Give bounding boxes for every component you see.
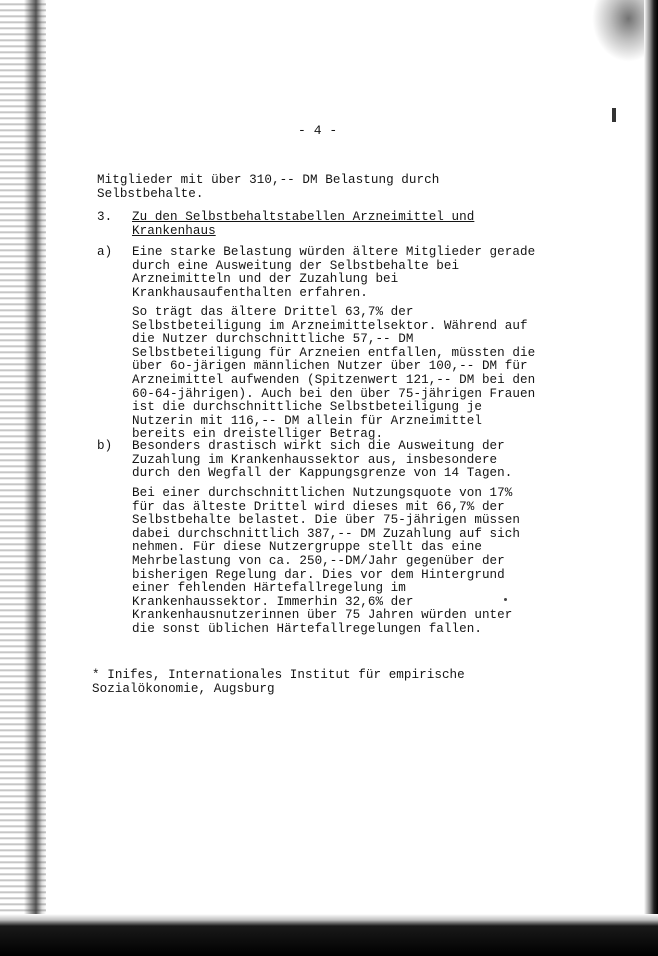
page-number: - 4 - xyxy=(298,123,338,138)
item-b-label: b) xyxy=(97,439,113,453)
item-b-paragraph-1: Besonders drastisch wirkt sich die Ausweitung der Zuzahlung im Krankenhaussektor aus, insbesondere durch den Wegfall der Kappungsgrenze von 14 Tagen. xyxy=(132,439,513,481)
scan-corner-smudge xyxy=(592,0,644,62)
scan-left-edge xyxy=(0,0,46,956)
intro-paragraph: Mitglieder mit über 310,-- DM Belastung durch Selbstbehalte. xyxy=(97,173,440,201)
scan-right-edge xyxy=(644,0,658,956)
footnote: * Inifes, Internationales Institut für empirische Sozialökonomie, Augsburg xyxy=(92,668,465,696)
item-a-paragraph-2: So trägt das ältere Drittel 63,7% der Selbstbeteiligung im Arzneimittelsektor. Während auf die Nutzer durchschnittliche 57,-- DM Selbstbeteiligung für Arzneien entfallen, müssten die über 6o-järigen männlichen Nutzer über 100,-- DM für Arzneimittel aufwenden (Spitzenwert 121,-- DM bei den 60-64-jährigen). Auch bei den über 75-jährigen Frauen ist die durchschnittliche Selbstbeteiligung je Nutzerin mit 116,-- DM allein für Arzneimittel bereits ein dreistelliger Betrag. xyxy=(132,305,536,442)
section-number: 3. xyxy=(97,210,113,224)
item-a-paragraph-1: Eine starke Belastung würden ältere Mitglieder gerade durch eine Ausweitung der Selbstbehalte bei Arzneimitteln und der Zuzahlung bei Krankhausaufenthalten erfahren. xyxy=(132,245,536,300)
scan-mark xyxy=(612,108,616,122)
section-title: Zu den Selbstbehaltstabellen Arzneimittel und Krankenhaus xyxy=(132,210,475,238)
scan-bottom-edge xyxy=(0,914,658,956)
item-b-paragraph-2: Bei einer durchschnittlichen Nutzungsquote von 17% für das älteste Drittel wird dieses mit 66,7% der Selbstbehalte belastet. Die über 75-jährigen müssen dabei durchschnittlich 387,-- DM Zuzahlung auf sich nehmen. Für diese Nutzergruppe stellt das eine Mehrbelastung von ca. 250,--DM/Jahr gegenüber der bisherigen Regelung dar. Dies vor dem Hintergrund einer fehlenden Härtefallregelung im Krankenhaussektor. Immerhin 32,6% der Krankenhausnutzerinnen über 75 Jahren würden unter die sonst üblichen Härtefallregelungen fallen. xyxy=(132,486,520,636)
item-a-label: a) xyxy=(97,245,113,259)
